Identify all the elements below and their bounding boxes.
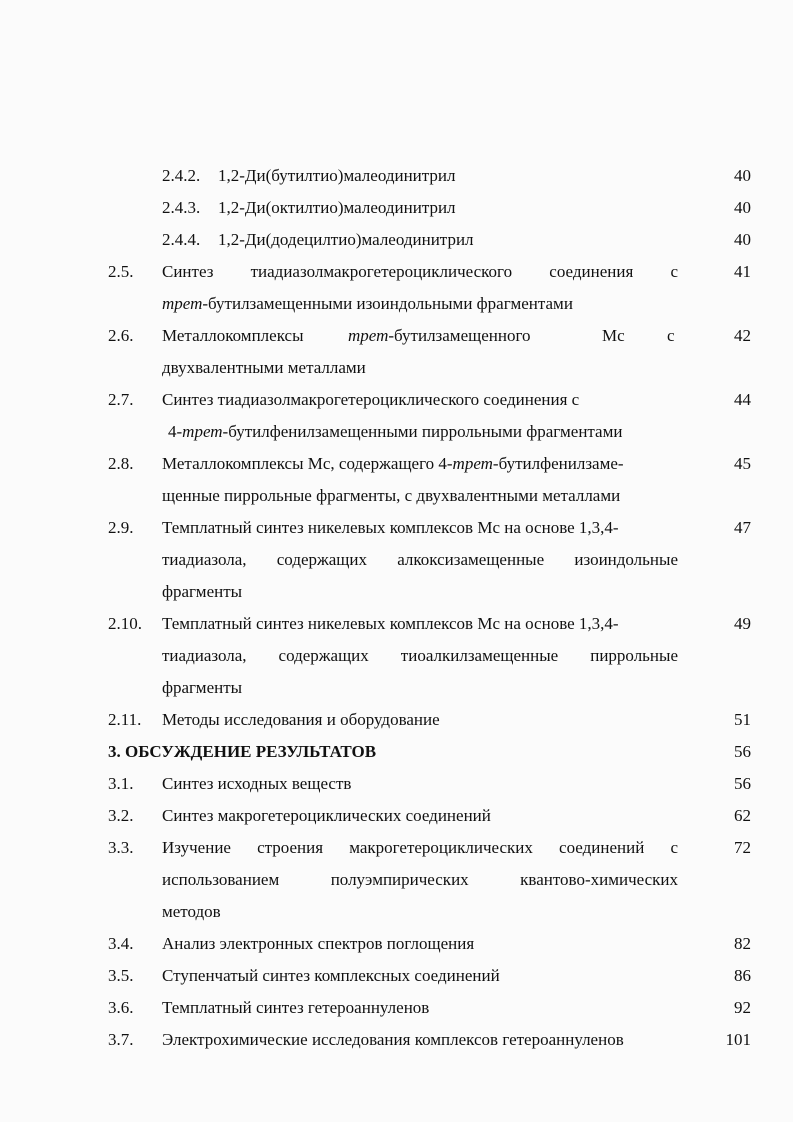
entry-page: 40: [734, 198, 751, 217]
entry-title-line1: Темплатный синтез никелевых комплексов Мс на основе 1,3,4-: [162, 614, 619, 633]
entry-title-line2: щенные пиррольные фрагменты, с двухвалентными металлами: [162, 486, 621, 505]
entry-title-line1: Металлокомплексы Мс, содержащего 4-трет-бутилфенилзаме-: [162, 454, 624, 473]
entry-page: 101: [725, 1030, 751, 1049]
entry-page: 56: [734, 774, 751, 793]
entry-number: 2.4.4.: [162, 230, 201, 249]
chapter-heading: 3. ОБСУЖДЕНИЕ РЕЗУЛЬТАТОВ: [108, 742, 377, 761]
entry-page: 40: [734, 230, 751, 249]
document-page: 2.4.2. 1,2-Ди(бутилтио)малеодинитрил 40 2.4.3. 1,2-Ди(октилтио)малеодинитрил 40 2.4.4. 1,2-Ди(додецилтио)малеодинитрил 40 2.5. Синтез тиадиазолмакрогетероциклического соединения с 41 трет-бутилзамещенными изоиндольными фрагментами 2.6. Металлокомплексы трет-бутилзамещенного Мс с 42 двухвалентными металлами 2.7. Синтез тиадиазолмакрогетероциклического соединения с 44 4-трет-бутилфенилзамещенными пиррольными фрагментами 2.8. Металлокомплексы Мс, содержащего 4-трет-бутилфенилзаме- 45 щенные пиррольные фрагменты, с двухвалентными металлами 2.9. Темплатный синтез никелевых комплексов Мс на основе 1,3,4- 47 тиадиазола, содержащих алкоксизамещенные изоиндольные фрагменты 2.10. Темплатный синтез никелевых комплексов Мс на основе 1,3,4- 49 тиадиазола, содержащих тиоалкилзамещенные пиррольные фрагменты 2.11. Методы исследования и оборудование 51 3. ОБСУЖДЕНИЕ РЕЗУЛЬТАТОВ 56 3.1. Синтез исходных веществ 56 3.2. Синтез макрогетероциклических соединений 62 3.3. Изучение строения макрогетероциклических соединений с 72 использованием полуэмпирических квантово-химических методов 3.4. Анализ электронных спектров поглощения 82 3.5. Ступенчатый синтез комплексных соединений 86 3.6. Темплатный синтез гетероаннуленов 92 3.7. Электрохимические исследования комплексов гетероаннуленов 101: [0, 0, 793, 1122]
entry-page: 41: [734, 262, 751, 281]
entry-page: 82: [734, 934, 751, 953]
entry-page: 45: [734, 454, 751, 473]
entry-page: 44: [734, 390, 751, 409]
entry-title: Темплатный синтез гетероаннуленов: [162, 998, 430, 1017]
entry-number: 2.7.: [108, 390, 134, 409]
entry-number: 3.5.: [108, 966, 134, 985]
entry-number: 2.9.: [108, 518, 134, 537]
entry-title: 1,2-Ди(октилтио)малеодинитрил: [218, 198, 456, 217]
entry-title-line2: тиадиазола, содержащих тиоалкилзамещенные пиррольные: [162, 646, 678, 665]
entry-title: Методы исследования и оборудование: [162, 710, 440, 729]
entry-number: 3.3.: [108, 838, 134, 857]
entry-title-line2: трет-бутилзамещенными изоиндольными фрагментами: [162, 294, 573, 313]
entry-number: 3.4.: [108, 934, 134, 953]
entry-number: 3.1.: [108, 774, 134, 793]
entry-title: 1,2-Ди(додецилтио)малеодинитрил: [218, 230, 474, 249]
entry-number: 2.8.: [108, 454, 134, 473]
entry-title: Синтез исходных веществ: [162, 774, 352, 793]
entry-title-line1: Темплатный синтез никелевых комплексов Мс на основе 1,3,4-: [162, 518, 619, 537]
entry-number: 3.7.: [108, 1030, 134, 1049]
entry-page: 51: [734, 710, 751, 729]
entry-title-line2: двухвалентными металлами: [162, 358, 366, 377]
entry-page: 92: [734, 998, 751, 1017]
entry-number: 2.6.: [108, 326, 134, 345]
entry-number: 2.10.: [108, 614, 142, 633]
entry-title: Синтез макрогетероциклических соединений: [162, 806, 491, 825]
entry-number: 2.4.3.: [162, 198, 201, 217]
entry-title: Ступенчатый синтез комплексных соединений: [162, 966, 500, 985]
entry-page: 42: [734, 326, 751, 345]
entry-number: 3.6.: [108, 998, 134, 1017]
entry-title-line3: фрагменты: [162, 582, 243, 601]
entry-page: 62: [734, 806, 751, 825]
entry-number: 2.4.2.: [162, 166, 201, 185]
entry-title: Электрохимические исследования комплексов гетероаннуленов: [162, 1030, 624, 1049]
entry-page: 40: [734, 166, 751, 185]
entry-title-line2: использованием полуэмпирических квантово-химических: [162, 870, 678, 889]
entry-number: 2.11.: [108, 710, 142, 729]
entry-title-line2: 4-трет-бутилфенилзамещенными пиррольными фрагментами: [168, 422, 623, 441]
entry-title-line2: тиадиазола, содержащих алкоксизамещенные изоиндольные: [162, 550, 678, 569]
entry-number: 2.5.: [108, 262, 134, 281]
entry-title-line1: Синтез тиадиазолмакрогетероциклического соединения с: [162, 390, 580, 409]
entry-title-line3: фрагменты: [162, 678, 243, 697]
entry-page: 72: [734, 838, 751, 857]
entry-page: 47: [734, 518, 751, 537]
entry-title-line1: Изучение строения макрогетероциклических соединений с: [162, 838, 678, 857]
entry-page: 56: [734, 742, 751, 761]
entry-page: 86: [734, 966, 751, 985]
entry-title: 1,2-Ди(бутилтио)малеодинитрил: [218, 166, 456, 185]
entry-title-line3: методов: [162, 902, 221, 921]
entry-page: 49: [734, 614, 751, 633]
entry-title-line1: Синтез тиадиазолмакрогетероциклического соединения с: [162, 262, 678, 281]
entry-number: 3.2.: [108, 806, 134, 825]
entry-title: Анализ электронных спектров поглощения: [162, 934, 475, 953]
